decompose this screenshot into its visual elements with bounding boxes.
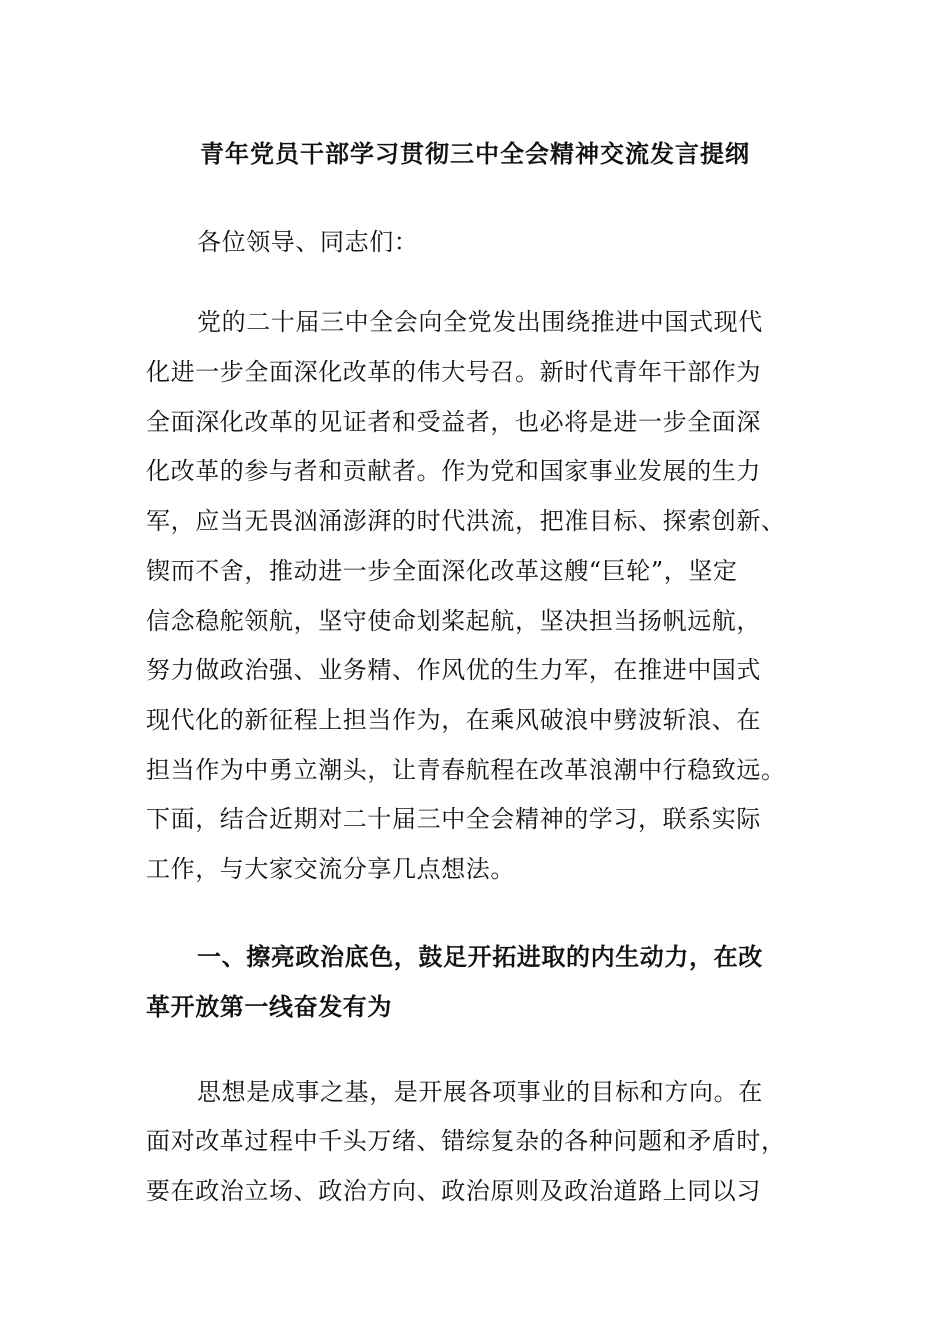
paragraph-line: 担当作为中勇立潮头，让青春航程在改革浪潮中行稳致远。 — [146, 756, 786, 784]
paragraph-line: 工作，与大家交流分享几点想法。 — [146, 855, 515, 883]
paragraph-line: 信念稳舵领航，坚守使命划桨起航，坚决担当扬帆远航， — [146, 607, 761, 635]
salutation: 各位领导、同志们： — [197, 228, 419, 256]
paragraph-line: 面对改革过程中千头万绪、错综复杂的各种问题和矛盾时， — [146, 1127, 786, 1155]
paragraph-line: 要在政治立场、政治方向、政治原则及政治道路上同以习 — [146, 1177, 761, 1205]
document-title: 青年党员干部学习贯彻三中全会精神交流发言提纲 — [200, 139, 750, 168]
heading-line: 革开放第一线奋发有为 — [146, 992, 392, 1021]
paragraph-line: 努力做政治强、业务精、作风优的生力军，在推进中国式 — [146, 656, 761, 684]
paragraph-line: 化改革的参与者和贡献者。作为党和国家事业发展的生力 — [146, 457, 761, 485]
paragraph-line: 全面深化改革的见证者和受益者，也必将是进一步全面深 — [146, 408, 761, 436]
paragraph-line: 党的二十届三中全会向全党发出围绕推进中国式现代 — [197, 308, 763, 336]
paragraph-line: 下面，结合近期对二十届三中全会精神的学习，联系实际 — [146, 805, 761, 833]
paragraph-line: 思想是成事之基，是开展各项事业的目标和方向。在 — [197, 1078, 763, 1106]
paragraph-line: 化进一步全面深化改革的伟大号召。新时代青年干部作为 — [146, 358, 761, 386]
paragraph-line: 现代化的新征程上担当作为，在乘风破浪中劈波斩浪、在 — [146, 706, 761, 734]
paragraph-line: 锲而不舍，推动进一步全面深化改革这艘“巨轮”，坚定 — [146, 557, 738, 585]
heading-line: 一、擦亮政治底色，鼓足开拓进取的内生动力，在改 — [197, 942, 763, 971]
paragraph-line: 军，应当无畏汹涌澎湃的时代洪流，把准目标、探索创新、 — [146, 507, 786, 535]
